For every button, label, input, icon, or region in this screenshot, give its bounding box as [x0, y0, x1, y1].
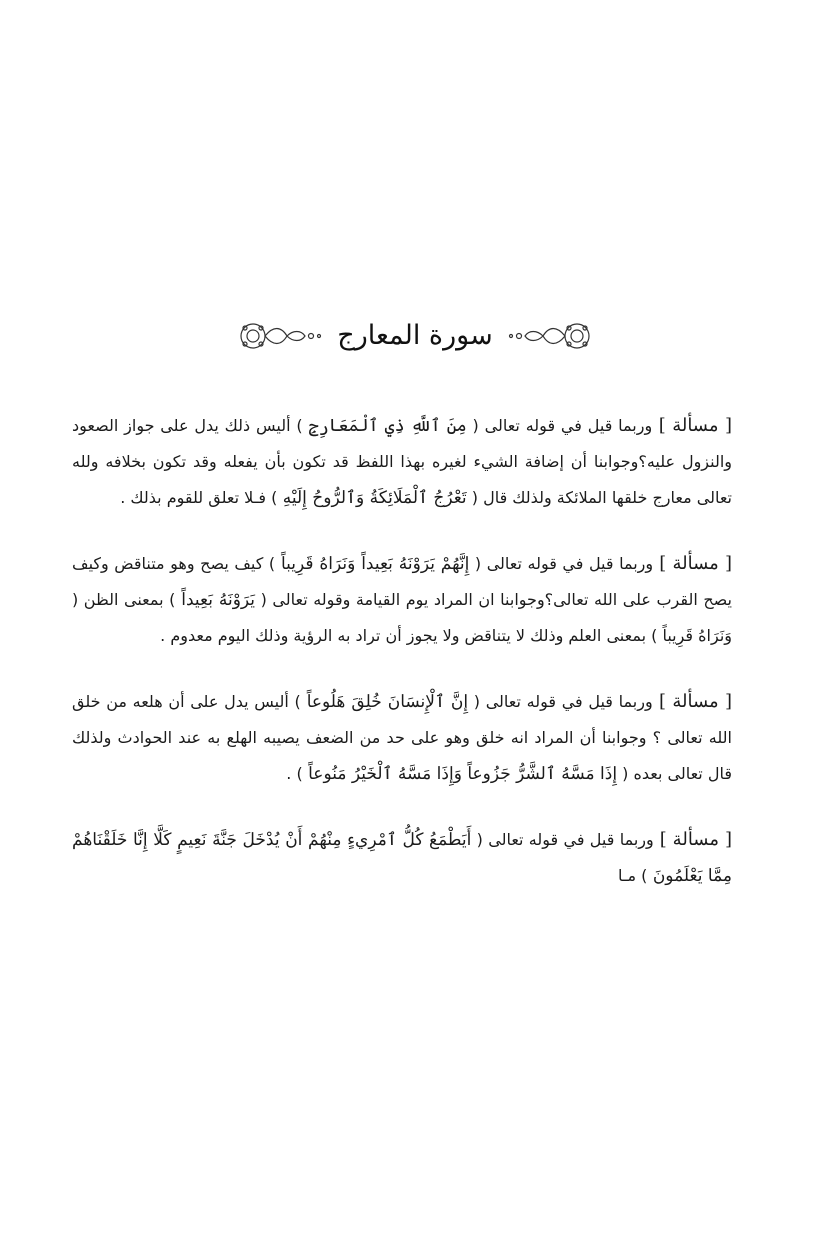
body-text — [72, 408, 732, 924]
quran-verse: يَرَوْنَهُ بَعِيداً — [175, 590, 256, 610]
quran-verse: تَعْرُجُ ٱلْمَلَائِكَةُ وَٱلرُّوحُ إِلَيْهِ — [277, 488, 467, 508]
surah-header — [0, 312, 830, 360]
masala-paragraph-4 — [72, 822, 732, 894]
surah-title: سورة المعارج — [337, 320, 493, 351]
masala-heading: [ مسألة ] — [653, 553, 732, 574]
masala-intro: وربما قيل في قوله تعالى ( — [469, 554, 654, 573]
masala-intro: وربما قيل في قوله تعالى ( — [471, 830, 654, 849]
quran-verse: أَيَطْمَعُ كُلُّ ٱمْرِيءٍ مِنْهُمْ أَنْ يُدْخَلَ جَنَّةَ نَعِيمٍ كَلَّا إِنَّا خَلَقْنَاهُمْ مِمَّا يَعْلَمُونَ — [72, 830, 732, 886]
masala-body: ) مـا — [617, 866, 648, 885]
masala-ending: ) فـلا تعلق للقوم بذلك . — [120, 488, 278, 507]
masala-intro: وربما قيل في قوله تعالى ( — [468, 692, 653, 711]
quran-verse: إِذَا مَسَّهُ ٱلشَّرُّ جَزُوعاً وَإِذَا مَسَّهُ ٱلْخَيْرُ مَنُوعاً — [302, 764, 618, 784]
masala-body: ) كيف يصح وهو متناقض وكيف يصح القرب على الله تعالى؟وجوابنا ان المراد يوم القيامة وقوله تعالى ( — [72, 554, 733, 609]
masala-ending: ) بمعنى الظن ( وَنَرَاهُ قَرِيباً ) بمعنى العلم وذلك لا يتناقض ولا يجوز أن تراد به الرؤية وذلك اليوم معدوم . — [72, 590, 732, 645]
masala-paragraph-2 — [72, 546, 732, 654]
floral-ornament-icon — [507, 318, 595, 354]
masala-heading: [ مسألة ] — [652, 691, 732, 712]
masala-paragraph-1 — [72, 408, 732, 516]
quran-verse: إِنَّ ٱلْإِنسَانَ خُلِقَ هَلُوعاً — [300, 692, 469, 712]
masala-heading: [ مسألة ] — [652, 415, 733, 436]
masala-heading: [ مسألة ] — [653, 829, 732, 850]
floral-ornament-icon — [235, 318, 323, 354]
masala-body: ) أليس يدل على أن هلعه من خلق الله تعالى ؟ وجوابنا أن المراد انه خلق وهو على حد من الضعف يصيبه الهلع به عند الحوادث ولذلك قال تعالى بعده ( — [72, 692, 732, 783]
quran-verse: مِنَ ٱللَّهِ ذِي ٱلْمَعَارِجِ — [302, 416, 467, 436]
masala-ending: ) . — [286, 764, 303, 783]
masala-paragraph-3 — [72, 684, 732, 792]
masala-intro: وربما قيل في قوله تعالى ( — [466, 416, 653, 435]
masala-body: ) أليس ذلك يدل على جواز الصعود والنزول عليه؟وجوابنا أن إضافة الشيء لغيره بهذا اللفظ قد تكون بأن يفعله وقد تكون بخلافه ولله تعالى معارج خلقها الملائكة ولذلك قال ( — [72, 416, 732, 507]
quran-verse: إِنَّهُمْ يَرَوْنَهُ بَعِيداً وَنَرَاهُ قَرِيباً — [275, 554, 470, 574]
